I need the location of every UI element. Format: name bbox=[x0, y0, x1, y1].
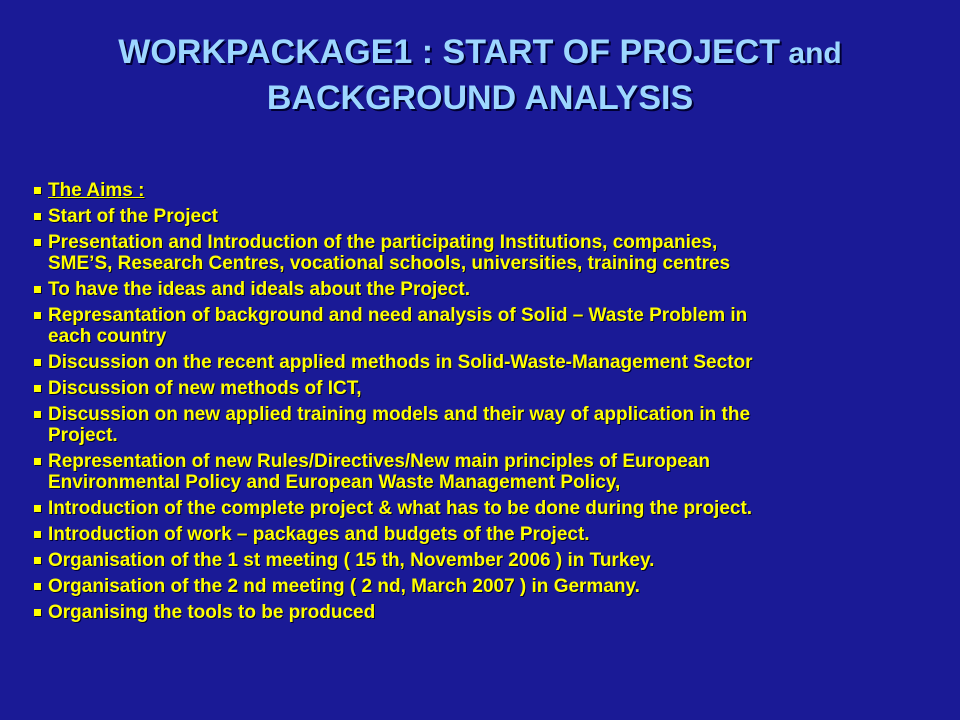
square-bullet-icon bbox=[34, 359, 41, 366]
square-bullet-icon bbox=[34, 609, 41, 616]
list-item: Organisation of the 2 nd meeting ( 2 nd, March 2007 ) in Germany. bbox=[30, 576, 950, 597]
bullet-list bbox=[30, 180, 950, 628]
square-bullet-icon bbox=[34, 411, 41, 418]
list-item: Introduction of work – packages and budgets of the Project. bbox=[30, 524, 950, 545]
slide-title bbox=[40, 30, 920, 120]
square-bullet-icon bbox=[34, 239, 41, 246]
list-item: Discussion on the recent applied methods in Solid-Waste-Management Sector bbox=[30, 352, 950, 373]
square-bullet-icon bbox=[34, 557, 41, 564]
square-bullet-icon bbox=[34, 312, 41, 319]
title-line-2: BACKGROUND ANALYSIS bbox=[266, 79, 694, 117]
list-item: Start of the Project bbox=[30, 206, 950, 227]
list-item: Represantation of background and need analysis of Solid – Waste Problem in each country bbox=[30, 305, 950, 347]
square-bullet-icon bbox=[34, 458, 41, 465]
square-bullet-icon bbox=[34, 187, 41, 194]
list-item: Organisation of the 1 st meeting ( 15 th, November 2006 ) in Turkey. bbox=[30, 550, 950, 571]
list-item: Introduction of the complete project & what has to be done during the project. bbox=[30, 498, 950, 519]
square-bullet-icon bbox=[34, 213, 41, 220]
list-item: Presentation and Introduction of the participating Institutions, companies, SME’S, Research Centres, vocational schools, universities, training centres bbox=[30, 232, 950, 274]
title-line-1: WORKPACKAGE1 : START OF PROJECT and bbox=[118, 33, 842, 71]
square-bullet-icon bbox=[34, 385, 41, 392]
list-item: Representation of new Rules/Directives/New main principles of European Environmental Policy and European Waste Management Policy, bbox=[30, 451, 950, 493]
list-item: To have the ideas and ideals about the Project. bbox=[30, 279, 950, 300]
square-bullet-icon bbox=[34, 583, 41, 590]
square-bullet-icon bbox=[34, 505, 41, 512]
square-bullet-icon bbox=[34, 531, 41, 538]
list-item-aims: The Aims : bbox=[30, 180, 950, 201]
list-item: Organising the tools to be produced bbox=[30, 602, 950, 623]
list-item: Discussion of new methods of ICT, bbox=[30, 378, 950, 399]
list-item: Discussion on new applied training models and their way of application in the Project. bbox=[30, 404, 950, 446]
square-bullet-icon bbox=[34, 286, 41, 293]
